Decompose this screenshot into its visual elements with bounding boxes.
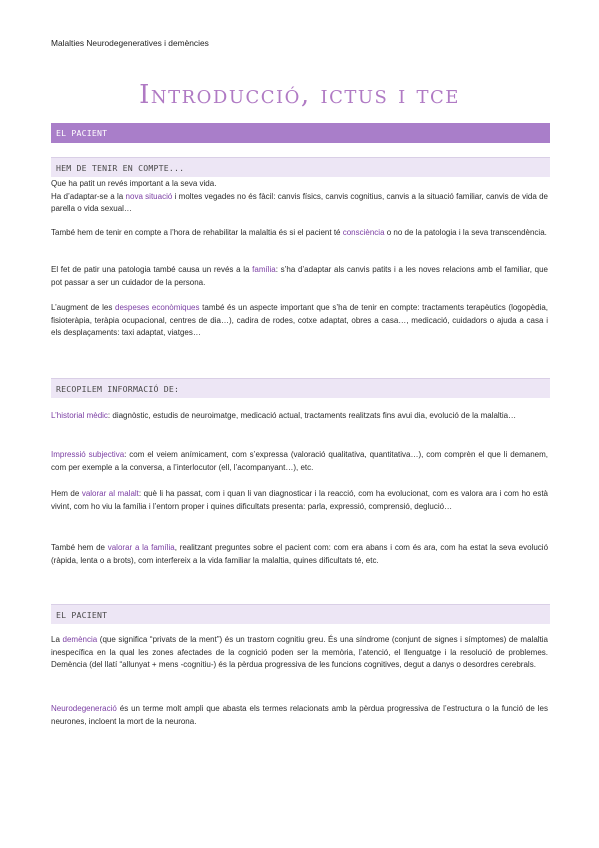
paragraph-reves [51,178,548,216]
text: Que ha patit un revés important a la seva vida. [51,179,217,188]
text: També hem de [51,543,108,552]
text: La [51,635,63,644]
paragraph-impressio [51,449,548,474]
highlight-term: família [252,265,276,274]
subsection-band-el-pacient: EL PACIENT [51,604,550,624]
text: L’augment de les [51,303,116,312]
paragraph-consciencia [51,227,548,240]
text: és un terme molt ampli que abasta els termes relacionats amb la pèrdua progressiva de l’estructura o la funció de les neurones, incloent la mort de la neurona. [51,704,548,726]
highlight-term: nova situació [125,191,173,201]
highlight-term: L’historial mèdic [51,411,108,420]
text: També hem de tenir en compte a l’hora de rehabilitar la malaltia és si el pacient té [51,228,343,237]
subsection-band-hem-de-tenir: HEM DE TENIR EN COMPTE... [51,157,550,177]
paragraph-despeses [51,302,548,340]
highlight-term: valorar a la família [107,543,175,552]
text: : com el veiem anímicament, com s’expressa (valoració qualitativa, quantitativa…), com comprèn el que li demanem, com per exemple a la conversa, a l’interlocutor (ell, l’acompanyant…), etc. [51,450,548,472]
text: El fet de patir una patologia també causa un revés a la [51,265,253,274]
paragraph-neurodegeneracio [51,703,548,728]
highlight-term: Impressió subjectiva [51,450,125,459]
paragraph-demencia [51,634,548,672]
text: o no de la patologia i la seva transcendència. [384,228,547,237]
text: i moltes vegades no és fàcil: canvis físics, canvis cognitius, canvis a la situació familiar, canvis de vida de parella o vida sexual… [51,191,548,214]
section-band-el-pacient: EL PACIENT [51,123,550,143]
page-title: Introducció, ictus i tce [139,80,460,110]
text: també és un aspecte important que s’ha de tenir en compte: tractaments terapèutics (logopèdia, fisioteràpia, teràpia ocupacional, centres de dia…), cadira de rodes, cotxe adaptat, obres a casa…, medicació, cuidadors o ajuda a casa i els desplaçaments: taxi adaptat, viatges… [51,303,548,338]
highlight-term: valorar al malalt [81,489,139,498]
highlight-term: despeses econòmiques [115,303,200,312]
subsection-band-recopilem: RECOPILEM INFORMACIÓ DE: [51,378,550,398]
text: : què li ha passat, com i quan li van diagnosticar i la reacció, com ha evolucionat, com es valora ara i com ho està vivint, com ho viu la família i l’entorn proper i quines dificultats presenta: parla, expressió, comprensió, deglució… [51,489,548,511]
paragraph-valorar-familia [51,542,548,567]
paragraph-valorar-malalt [51,488,548,513]
paragraph-historial [51,410,548,423]
text: : s’ha d’adaptar als canvis patits i a les noves relacions amb el familiar, que pot passar a ser un cuidador de la persona. [51,265,548,287]
document-header: Malalties Neurodegeneratives i demències [51,38,209,48]
text: , realitzant preguntes sobre el pacient com: com era abans i com és ara, com ha estat la seva evolució (ràpida, lenta o a brots), com interfereix a la vida familiar la malaltia, quines dificultats té, etc. [51,543,549,565]
text: : diagnòstic, estudis de neuroimatge, medicació actual, tractaments realitzats fins avui dia, evolució de la malaltia… [107,411,517,420]
text: Ha d’adaptar-se a la [51,191,126,201]
text: (que significa “privats de la ment”) és un trastorn cognitiu greu. És una síndrome (conjunt de signes i símptomes) de malaltia inespecífica en la qual les zones afectades de la cognició poden ser la memòria, l’atenció, el llenguatge i la resolució de problemes. Demència (del llatí “allunyat + mens -cognitiu-) és la pèrdua progressiva de les funcions cognitives, degut a danys o desordres cerebrals. [51,635,548,670]
highlight-term: demència [62,635,98,644]
text: Hem de [51,489,82,498]
paragraph-familia [51,264,548,289]
highlight-term: Neurodegeneració [51,704,117,713]
highlight-term: consciència [342,228,385,237]
